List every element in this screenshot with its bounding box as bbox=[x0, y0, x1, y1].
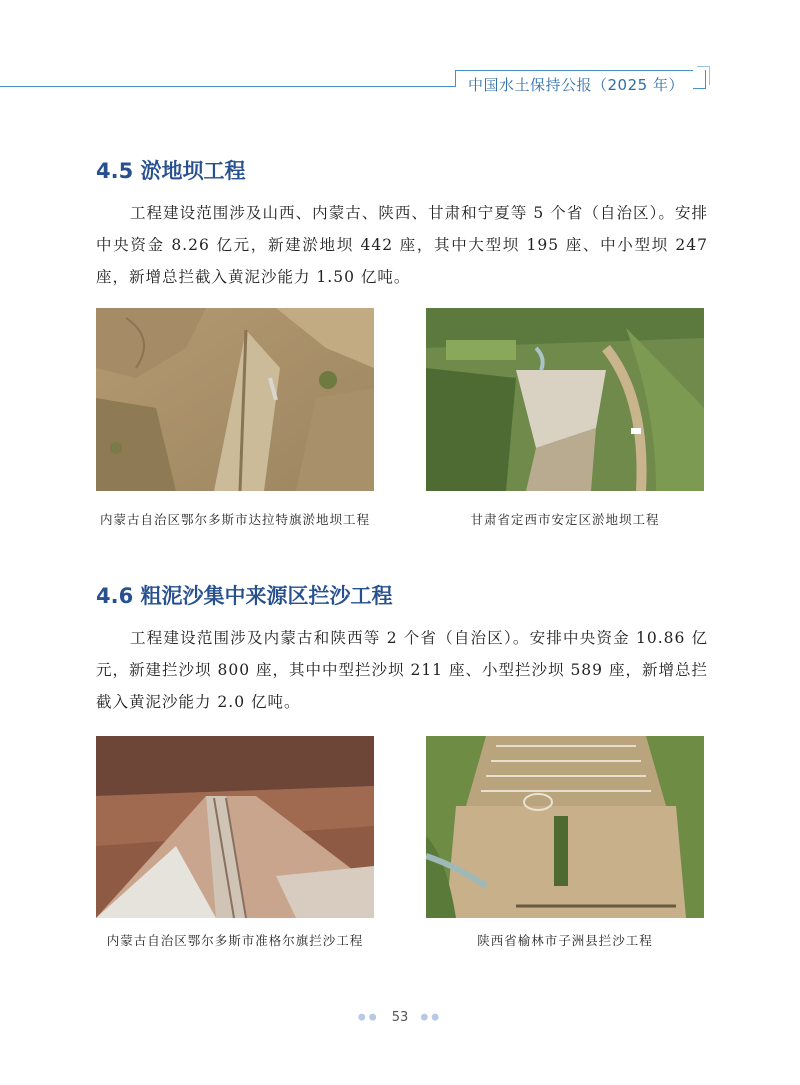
photo-caption-dalad: 内蒙古自治区鄂尔多斯市达拉特旗淤地坝工程 bbox=[99, 512, 370, 527]
section-4-6-paragraph: 工程建设范围涉及内蒙古和陕西等 2 个省（自治区）。安排中央资金 10.86 亿元，新建拦沙坝 800 座，其中中型拦沙坝 211 座、小型拦沙坝 589 座，新增总拦截入黄泥沙能力 2.0 亿吨。 bbox=[96, 629, 708, 711]
section-title-4-6: 4.6 粗泥沙集中来源区拦沙工程 bbox=[96, 584, 393, 608]
pager-dots-right: ●● bbox=[420, 1012, 443, 1023]
photo-jungar-sediment-dam bbox=[96, 736, 374, 918]
page-number: 53 bbox=[391, 1010, 409, 1025]
photo-dalad-check-dam bbox=[96, 308, 374, 491]
photo-anding-check-dam bbox=[426, 308, 704, 491]
header-rule-top bbox=[455, 70, 693, 71]
photo-caption-zizhou: 陕西省榆林市子洲县拦沙工程 bbox=[477, 933, 653, 948]
header-rule bbox=[0, 86, 455, 87]
header-bracket-accent bbox=[697, 66, 710, 85]
running-header-title: 中国水土保持公报（2025 年） bbox=[468, 76, 684, 94]
section-title-4-5: 4.5 淤地坝工程 bbox=[96, 159, 246, 183]
page-footer bbox=[0, 1010, 800, 1025]
pager-dots-left: ●● bbox=[357, 1012, 380, 1023]
photo-caption-jungar: 内蒙古自治区鄂尔多斯市准格尔旗拦沙工程 bbox=[106, 933, 364, 948]
section-4-5-paragraph: 工程建设范围涉及山西、内蒙古、陕西、甘肃和宁夏等 5 个省（自治区）。安排中央资金 8.26 亿元，新建淤地坝 442 座，其中大型坝 195 座、中小型坝 247 座，新增总拦截入黄泥沙能力 1.50 亿吨。 bbox=[96, 204, 708, 286]
photo-zizhou-sediment-dam bbox=[426, 736, 704, 918]
photo-caption-anding: 甘肃省定西市安定区淤地坝工程 bbox=[470, 512, 660, 527]
header-rule-step bbox=[455, 70, 456, 87]
